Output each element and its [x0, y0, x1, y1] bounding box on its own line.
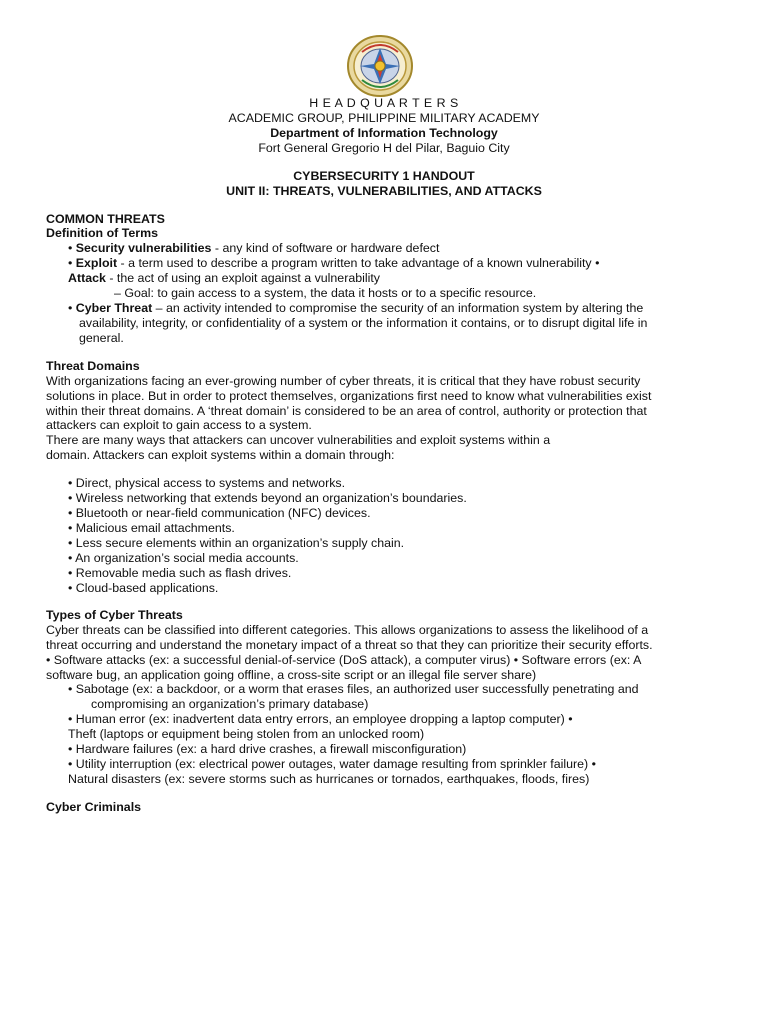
threat-domains-p4: attackers can exploit to gain access to a system. — [46, 418, 312, 432]
term-label: Cyber Threat — [75, 301, 153, 315]
term-security-vulnerabilities: • Security vulnerabilities - any kind of software or hardware defect — [68, 241, 440, 255]
threat-domains-heading: Threat Domains — [46, 359, 140, 373]
types-p1: Cyber threats can be classified into different categories. This allows organizations to assess the likelihood of a — [46, 623, 649, 637]
attack-goal: – Goal: to gain access to a system, the data it hosts or to a specific resource. — [114, 286, 537, 300]
list-item: • Less secure elements within an organization’s supply chain. — [68, 536, 405, 550]
types-p8: Theft (laptops or equipment being stolen from an unlocked room) — [68, 727, 425, 741]
handout-title: CYBERSECURITY 1 HANDOUT — [293, 169, 475, 183]
term-definition: – an activity intended to compromise the security of an information system by altering the — [152, 301, 644, 315]
threat-domains-p5: There are many ways that attackers can uncover vulnerabilities and exploit systems within a — [46, 433, 551, 447]
term-label: Attack — [68, 271, 106, 285]
threat-domains-p2: solutions in place. But in order to protect themselves, organizations first need to know what vulnerabilities exist — [46, 389, 652, 403]
list-item: • Removable media such as flash drives. — [68, 566, 292, 580]
term-attack — [68, 271, 768, 286]
list-item: • An organization’s social media accounts. — [68, 551, 299, 565]
unit-title: UNIT II: THREATS, VULNERABILITIES, AND ATTACKS — [226, 184, 542, 198]
threat-domains-p6: domain. Attackers can exploit systems within a domain through: — [46, 448, 395, 462]
threat-domains-p1: With organizations facing an ever-growing number of cyber threats, it is critical that they have robust security — [46, 374, 641, 388]
types-p11: Natural disasters (ex: severe storms such as hurricanes or tornados, earthquakes, floods, fires) — [68, 772, 590, 786]
department-line: Department of Information Technology — [270, 126, 498, 140]
term-cyber-threat: • Cyber Threat – an activity intended to compromise the security of an information system by altering the — [68, 301, 644, 315]
headquarters-line: H E A D Q U A R T E R S — [309, 96, 459, 110]
types-p3: • Software attacks (ex: a successful denial-of-service (DoS attack), a computer virus) • Software errors (ex: A — [46, 653, 642, 667]
term-label: Security vulnerabilities — [75, 241, 212, 255]
list-item: • Direct, physical access to systems and networks. — [68, 476, 346, 490]
academy-seal-logo — [346, 34, 414, 98]
cyber-threat-def-line2: availability, integrity, or confidentiality of a system or the information it contains, or to disrupt digital life in — [79, 316, 648, 330]
list-item: • Bluetooth or near-field communication (NFC) devices. — [68, 506, 371, 520]
threat-domains-p3: within their threat domains. A ‘threat domain’ is considered to be an area of control, authority or protection that — [46, 404, 647, 418]
term-definition: - any kind of software or hardware defect — [211, 241, 440, 255]
location-line: Fort General Gregorio H del Pilar, Baguio City — [258, 141, 510, 155]
term-exploit: • Exploit - a term used to describe a program written to take advantage of a known vulnerability • — [68, 256, 600, 270]
types-p9: • Hardware failures (ex: a hard drive crashes, a firewall misconfiguration) — [68, 742, 467, 756]
common-threats-heading: COMMON THREATS — [46, 212, 165, 226]
term-label: Exploit — [75, 256, 118, 270]
list-item: • Cloud-based applications. — [68, 581, 219, 595]
types-p6: compromising an organization’s primary database) — [91, 697, 369, 711]
types-p5: • Sabotage (ex: a backdoor, or a worm that erases files, an authorized user successfully penetrating and — [68, 682, 639, 696]
term-definition: - a term used to describe a program written to take advantage of a known vulnerability • — [117, 256, 600, 270]
types-heading: Types of Cyber Threats — [46, 608, 183, 622]
cyber-threat-def-line3: general. — [79, 331, 124, 345]
academic-group-line: ACADEMIC GROUP, PHILIPPINE MILITARY ACADEMY — [228, 111, 540, 125]
types-p10: • Utility interruption (ex: electrical power outages, water damage resulting from sprinkler failure) • — [68, 757, 596, 771]
list-item: • Wireless networking that extends beyond an organization’s boundaries. — [68, 491, 467, 505]
definition-of-terms-heading: Definition of Terms — [46, 226, 158, 240]
list-item: • Malicious email attachments. — [68, 521, 235, 535]
types-p7: • Human error (ex: inadvertent data entry errors, an employee dropping a laptop computer) • — [68, 712, 573, 726]
term-definition: - the act of using an exploit against a vulnerability — [105, 271, 381, 285]
types-p4: software bug, an application going offline, a cross-site script or an illegal file server share) — [46, 668, 537, 682]
types-p2: threat occurring and understand the monetary impact of a threat so that they can prioritize their security efforts. — [46, 638, 653, 652]
cyber-criminals-heading: Cyber Criminals — [46, 800, 142, 814]
